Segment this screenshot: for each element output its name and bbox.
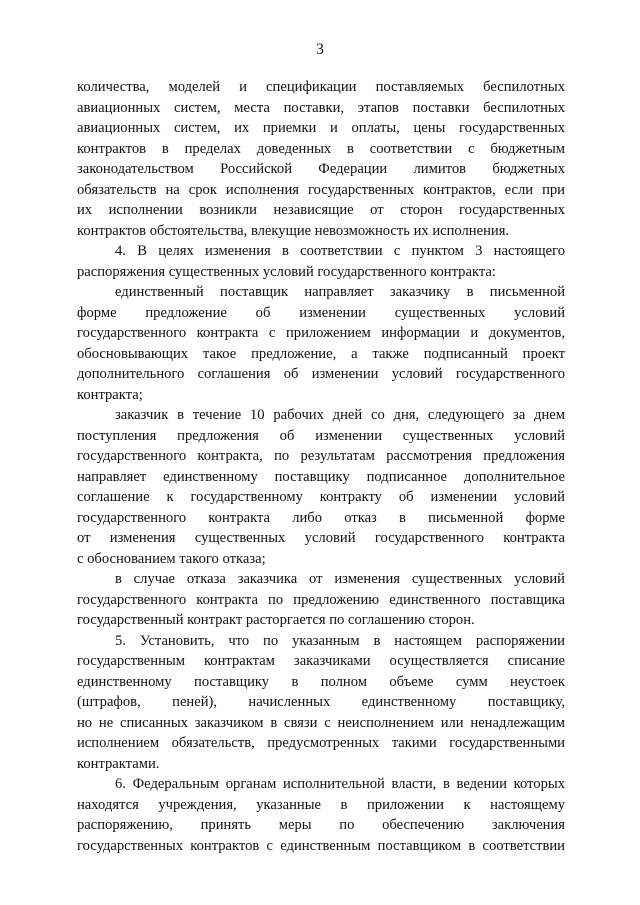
text-line: исполнением обязательств, предусмотренных такими государственными [77, 735, 565, 751]
text-line: 4. В целях изменения в соответствии с пунктом 3 настоящего [115, 243, 565, 259]
text-line: авиационных систем, их приемки и оплаты, цены государственных [77, 120, 565, 136]
text-line: их исполнении возникли независящие от сторон государственных [77, 202, 565, 218]
text-line: соглашение к государственному контракту об изменении условий [77, 489, 565, 505]
text-line: государственного контракта по предложению единственного поставщика [77, 591, 565, 608]
text-line: но не списанных заказчиком в связи с неисполнением или ненадлежащим [77, 714, 565, 731]
text-line: 5. Установить, что по указанным в настоящем распоряжении [115, 632, 565, 649]
text-line: контрактов обстоятельства, влекущие невозможность их исполнения. [77, 222, 510, 239]
text-line: авиационных систем, места поставки, этапов поставки беспилотных [77, 99, 565, 116]
text-line: 6. Федеральным органам исполнительной власти, в ведении которых [115, 776, 565, 792]
text-line: государственный контракт расторгается по соглашению сторон. [77, 612, 475, 628]
text-line: обязательств на срок исполнения государственных контрактов, если при [77, 181, 565, 198]
text-line: государственных контрактов с единственным поставщиком в соответствии [77, 837, 565, 854]
text-line: с обоснованием такого отказа; [77, 550, 266, 567]
text-line: заказчик в течение 10 рабочих дней со дня, следующего за днем [115, 407, 565, 423]
text-line: форме предложение об изменении существенных условий [77, 304, 565, 321]
text-line: обосновывающих такое предложение, а также подписанный проект [77, 345, 565, 362]
text-line: контракта; [77, 386, 143, 403]
text-line: единственный поставщик направляет заказчику в письменной [115, 284, 565, 300]
text-line: государственным контрактам заказчиками осуществляется списание [77, 653, 565, 669]
page-number: 3 [316, 41, 324, 58]
text-line: государственного контракта с приложением информации и документов, [77, 325, 565, 341]
text-line: контрактов в пределах доведенных в соответствии с бюджетным [77, 140, 565, 157]
text-line: количества, моделей и спецификации поставляемых беспилотных [77, 79, 565, 95]
text-line: законодательством Российской Федерации лимитов бюджетных [77, 161, 565, 177]
document-body [77, 77, 565, 856]
text-line: контрактами. [77, 755, 160, 772]
text-line: распоряжению, принять меры по обеспечению заключения [77, 817, 565, 833]
text-line: направляет единственному поставщику подписанное дополнительное [77, 468, 565, 485]
text-line: от изменения существенных условий государственного контракта [77, 530, 565, 546]
text-line: государственного контракта, по результатам рассмотрения предложения [77, 448, 565, 464]
text-line: дополнительного соглашения об изменении условий государственного [77, 366, 565, 382]
text-line: в случае отказа заказчика от изменения существенных условий [115, 571, 565, 587]
text-line: единственному поставщику в полном объеме сумм неустоек [77, 673, 565, 690]
text-line: находятся учреждения, указанные в приложении к настоящему [77, 796, 565, 813]
text-line: государственного контракта либо отказ в письменной форме [77, 509, 565, 526]
text-line: (штрафов, пеней), начисленных единственному поставщику, [77, 694, 565, 710]
text-line: поступления предложения об изменении существенных условий [77, 427, 565, 444]
text-line: распоряжения существенных условий государственного контракта: [77, 263, 496, 280]
